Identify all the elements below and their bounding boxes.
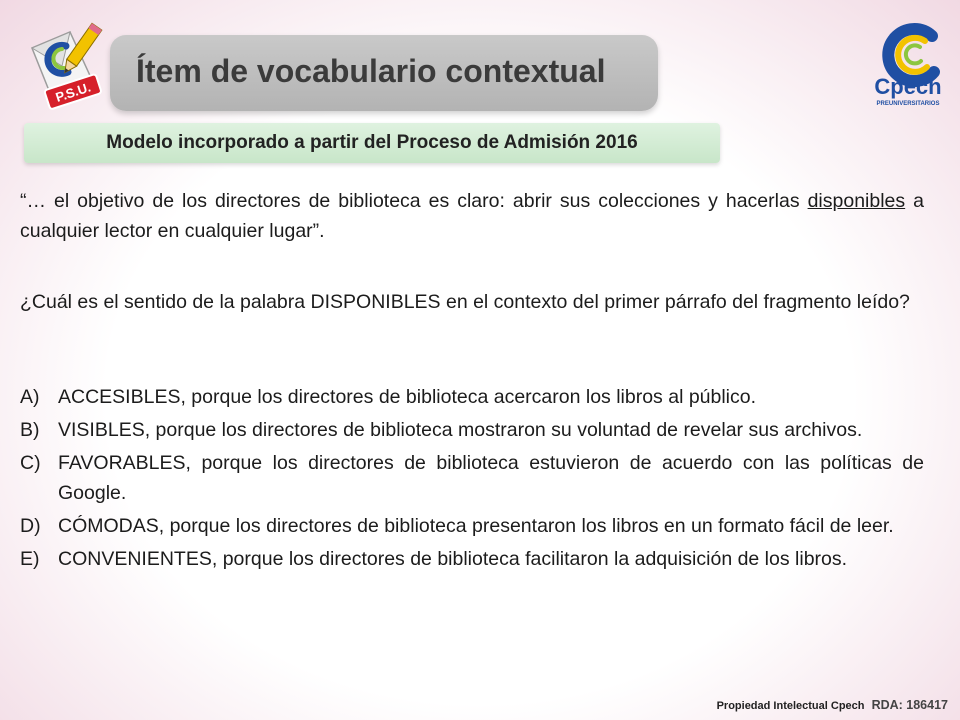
answer-option-c[interactable] <box>20 448 924 508</box>
answer-options <box>20 382 924 577</box>
option-letter: B) <box>20 419 40 441</box>
question-text: ¿Cuál es el sentido de la palabra DISPONIBLES en el contexto del primer párrafo del fragmento leído? <box>20 291 910 313</box>
option-text: ACCESIBLES, porque los directores de biblioteca acercaron los libros al público. <box>58 386 757 408</box>
cpech-c-icon <box>862 14 954 110</box>
option-letter: D) <box>20 515 41 537</box>
answer-option-d[interactable] <box>20 511 924 541</box>
option-text: CONVENIENTES, porque los directores de biblioteca facilitaron la adquisición de los libros. <box>58 548 848 570</box>
psu-pencil-icon <box>22 18 114 110</box>
passage-quote <box>20 186 924 246</box>
subtitle-banner <box>24 123 720 163</box>
answer-option-e[interactable] <box>20 544 924 574</box>
svg-text:Cpech: Cpech <box>874 74 942 99</box>
option-letter: C) <box>20 452 41 474</box>
answer-option-b[interactable] <box>20 415 924 445</box>
footer-rda: RDA: 186417 <box>871 698 948 712</box>
cpech-logo <box>862 14 954 110</box>
option-text: VISIBLES, porque los directores de biblioteca mostraron su voluntad de revelar sus archivos. <box>58 419 863 441</box>
subtitle: Modelo incorporado a partir del Proceso de Admisión 2016 <box>106 132 638 153</box>
svg-text:P.S.U.: P.S.U. <box>53 79 93 105</box>
passage-underlined-word: disponibles <box>807 190 906 212</box>
psu-logo <box>22 18 114 110</box>
footer-property: Propiedad Intelectual Cpech <box>716 700 865 712</box>
option-text: FAVORABLES, porque los directores de biblioteca estuvieron de acuerdo con las políticas de Google. <box>58 452 924 504</box>
title-bar <box>110 35 658 111</box>
option-letter: A) <box>20 386 40 408</box>
footer-copyright <box>717 698 948 712</box>
option-letter: E) <box>20 548 40 570</box>
passage-text-before: “… el objetivo de los directores de biblioteca es claro: abrir sus colecciones y hacerlas <box>20 190 808 212</box>
page-title: Ítem de vocabulario contextual <box>136 53 606 89</box>
option-text: CÓMODAS, porque los directores de biblioteca presentaron los libros en un formato fácil de leer. <box>58 515 894 537</box>
svg-text:PREUNIVERSITARIOS: PREUNIVERSITARIOS <box>876 101 940 107</box>
passage-text-after: a cualquier lector en cualquier lugar”. <box>20 190 924 242</box>
answer-option-a[interactable] <box>20 382 924 412</box>
